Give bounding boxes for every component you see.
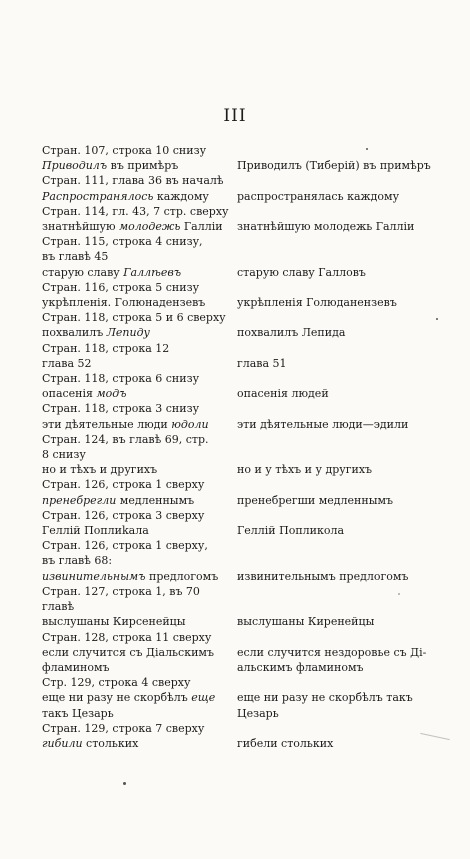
printed-line (42, 371, 232, 386)
printed-line (42, 356, 232, 371)
text-segment: въ примѣръ (107, 159, 179, 173)
text-segment: такъ Цезарь (42, 706, 114, 720)
italic-word: еще (191, 691, 216, 705)
text-segment: Стран. 126, строка 1 сверху (42, 478, 205, 492)
printed-line (42, 462, 232, 477)
text-segment: Стр. 129, строка 4 сверху (42, 676, 191, 690)
correction-line: если случится нездоровье съ Ді- (237, 645, 427, 659)
printed-line (42, 173, 232, 188)
errata-entry (42, 584, 442, 630)
printed-line (42, 584, 232, 599)
ink-speck (436, 318, 438, 320)
printed-line (42, 614, 232, 629)
printed-line (42, 158, 232, 173)
text-segment: Стран. 107, строка 10 снизу (42, 144, 207, 157)
correction-line: пренебрегши медленнымъ (237, 493, 394, 507)
text-segment: фламиномъ (42, 660, 110, 674)
text-segment: еще ни разу не скорбѣлъ (42, 691, 192, 705)
printed-line (42, 249, 232, 264)
correction-line: альскимъ фламиномъ (237, 660, 364, 674)
text-segment: эти дѣятельные люди (42, 417, 172, 431)
page-number: III (223, 106, 247, 126)
printed-line (42, 523, 232, 538)
correction-line: Приводилъ (Тиберій) въ примѣръ (237, 159, 431, 173)
errata-entry (42, 401, 442, 431)
correction-text (237, 341, 449, 371)
text-segment: въ главѣ 45 (42, 250, 109, 264)
printed-line (42, 341, 232, 356)
text-segment: Стран. 126, строка 1 сверху, (42, 539, 208, 553)
errata-entry (42, 341, 442, 371)
correction-line (237, 401, 449, 416)
correction-line: знатнѣйшую молодежь Галліи (237, 220, 415, 234)
errata-entry (42, 310, 442, 340)
errata-entry (42, 538, 442, 584)
correction-line (237, 173, 449, 188)
text-segment: Галліи (180, 220, 223, 234)
correction-text (237, 173, 449, 203)
correction-line (237, 432, 449, 447)
printed-line (42, 736, 232, 751)
correction-text (237, 234, 449, 280)
text-segment: Стран. 114, гл. 43, 7 стр. сверху (42, 204, 229, 218)
correction-line: эти дѣятельные люди—эдили (237, 417, 409, 431)
italic-word: юдоли (171, 417, 209, 431)
correction-text (237, 630, 449, 676)
text-segment: Стран. 118, строка 5 и 6 сверху (42, 311, 226, 325)
correction-line: еще ни разу не скорбѣлъ такъ (237, 691, 413, 705)
correction-line (237, 234, 449, 249)
italic-word: Галлѣевъ (123, 265, 182, 279)
text-segment: Геллій Поплиkала (42, 524, 149, 538)
text-segment: знатнѣйшую (42, 220, 120, 234)
correction-line: извинительнымъ предлогомъ (237, 569, 409, 583)
printed-line (42, 189, 232, 204)
text-segment: Стран. 118, строка 12 (42, 341, 170, 355)
printed-line (42, 432, 232, 447)
italic-word: гибили (42, 736, 83, 750)
errata-entry (42, 675, 442, 721)
printed-line (42, 280, 232, 295)
correction-text (237, 204, 449, 234)
text-segment: Стран. 128, строка 11 сверху (42, 630, 212, 644)
errata-entry (42, 204, 442, 234)
errata-entry (42, 143, 442, 173)
printed-text (42, 341, 232, 371)
printed-text (42, 432, 232, 478)
correction-line (237, 371, 449, 386)
printed-text (42, 630, 232, 676)
printed-line (42, 204, 232, 219)
printed-line (42, 553, 232, 568)
italic-word: Лепиду (106, 326, 150, 340)
correction-line (237, 584, 449, 599)
text-segment: похвалилъ (42, 326, 107, 340)
correction-line (237, 143, 449, 158)
printed-line (42, 630, 232, 645)
printed-line (42, 645, 232, 660)
text-segment: Стран. 111, глава 36 въ началѣ (42, 174, 224, 188)
printed-text (42, 538, 232, 584)
text-segment: глава 52 (42, 356, 92, 370)
printed-line (42, 295, 232, 310)
errata-entry (42, 721, 442, 751)
correction-line (237, 721, 449, 736)
correction-text (237, 432, 449, 478)
errata-entry (42, 432, 442, 478)
printed-line (42, 690, 232, 705)
errata-entry (42, 234, 442, 280)
printed-line (42, 706, 232, 721)
correction-line (237, 280, 449, 295)
correction-line: выслушаны Киренейцы (237, 615, 375, 629)
correction-line: распространялась каждому (237, 189, 400, 203)
text-segment: Стран. 116, строка 5 снизу (42, 280, 200, 294)
correction-line: глава 51 (237, 356, 287, 370)
printed-text (42, 721, 232, 751)
correction-line: укрѣпленія Голюданензевъ (237, 296, 397, 310)
printed-line (42, 234, 232, 249)
printed-line (42, 143, 232, 158)
printed-text (42, 310, 232, 340)
text-segment: Стран. 126, строка 3 сверху (42, 508, 205, 522)
italic-word: молодежь (119, 220, 181, 234)
printed-line (42, 447, 232, 462)
text-segment: Стран. 115, строка 4 снизу, (42, 235, 203, 249)
errata-entry (42, 371, 442, 401)
printed-text (42, 204, 232, 234)
errata-table (42, 143, 442, 751)
text-segment: Стран. 118, строка 3 снизу (42, 402, 200, 416)
correction-line: Цезарь (237, 706, 279, 720)
printed-text (42, 477, 232, 507)
ink-speck (398, 593, 400, 595)
printed-line (42, 477, 232, 492)
text-segment: главѣ (42, 600, 75, 614)
text-segment: 8 снизу (42, 448, 86, 462)
correction-line: старую славу Галловъ (237, 265, 366, 279)
correction-line (237, 630, 449, 645)
text-segment: въ главѣ 68: (42, 554, 113, 568)
errata-entry (42, 173, 442, 203)
printed-text (42, 143, 232, 173)
text-segment: Стран. 124, въ главѣ 69, стр. (42, 432, 209, 446)
printed-line (42, 508, 232, 523)
correction-line: опасенія людей (237, 387, 329, 401)
printed-text (42, 280, 232, 310)
printed-line (42, 538, 232, 553)
correction-line (237, 675, 449, 690)
printed-text (42, 234, 232, 280)
printed-line (42, 386, 232, 401)
correction-text (237, 371, 449, 401)
correction-line (237, 477, 449, 492)
printed-text (42, 508, 232, 538)
printed-line (42, 265, 232, 280)
correction-line: но и у тѣхъ и у другихъ (237, 463, 373, 477)
correction-line (237, 508, 449, 523)
text-segment: укрѣпленія. Голюнадензевъ (42, 296, 206, 310)
ink-speck (123, 782, 126, 785)
printed-text (42, 173, 232, 203)
ink-speck (366, 148, 368, 150)
printed-line (42, 721, 232, 736)
printed-line (42, 310, 232, 325)
printed-line (42, 675, 232, 690)
printed-line (42, 660, 232, 675)
printed-text (42, 675, 232, 721)
correction-text (237, 508, 449, 538)
correction-line (237, 204, 449, 219)
correction-line (237, 310, 449, 325)
printed-line (42, 493, 232, 508)
printed-line (42, 417, 232, 432)
correction-text (237, 538, 449, 584)
text-segment: старую славу (42, 265, 124, 279)
text-segment: выслушаны Кирсенейцы (42, 615, 186, 629)
errata-entry (42, 508, 442, 538)
correction-text (237, 721, 449, 751)
printed-line (42, 325, 232, 340)
text-segment: но и тѣхъ и другихъ (42, 463, 158, 477)
italic-word: Приводилъ (42, 159, 108, 173)
printed-text (42, 371, 232, 401)
text-segment: Стран. 129, строка 7 сверху (42, 721, 205, 735)
correction-text (237, 675, 449, 721)
italic-word: Распространялось (42, 189, 154, 203)
text-segment: Стран. 118, строка 6 снизу (42, 372, 200, 386)
correction-text (237, 401, 449, 431)
correction-line: гибели стольких (237, 736, 334, 750)
text-segment: стольких (82, 736, 139, 750)
correction-text (237, 477, 449, 507)
printed-line (42, 599, 232, 614)
correction-line: похвалилъ Лепида (237, 326, 346, 340)
italic-word: пренебрегли (42, 493, 117, 507)
errata-entry (42, 477, 442, 507)
printed-line (42, 401, 232, 416)
correction-line (237, 538, 449, 553)
correction-line (237, 599, 449, 614)
printed-line (42, 219, 232, 234)
errata-entry (42, 630, 442, 676)
text-segment: Стран. 127, строка 1, въ 70 (42, 584, 200, 598)
correction-text (237, 143, 449, 173)
correction-line (237, 447, 449, 462)
printed-line (42, 569, 232, 584)
text-segment: каждому (153, 189, 209, 203)
text-segment: медленнымъ (116, 493, 195, 507)
correction-text (237, 584, 449, 630)
correction-line: Геллій Попликола (237, 524, 345, 538)
correction-line (237, 553, 449, 568)
italic-word: извинительнымъ (42, 569, 146, 583)
italic-word: модъ (96, 387, 127, 401)
correction-text (237, 310, 449, 340)
printed-text (42, 401, 232, 431)
text-segment: предлогомъ (145, 569, 219, 583)
printed-text (42, 584, 232, 630)
errata-entry (42, 280, 442, 310)
correction-line (237, 341, 449, 356)
correction-line (237, 249, 449, 264)
text-segment: опасенія (42, 387, 97, 401)
text-segment: если случится съ Діальскимъ (42, 645, 214, 659)
correction-text (237, 280, 449, 310)
